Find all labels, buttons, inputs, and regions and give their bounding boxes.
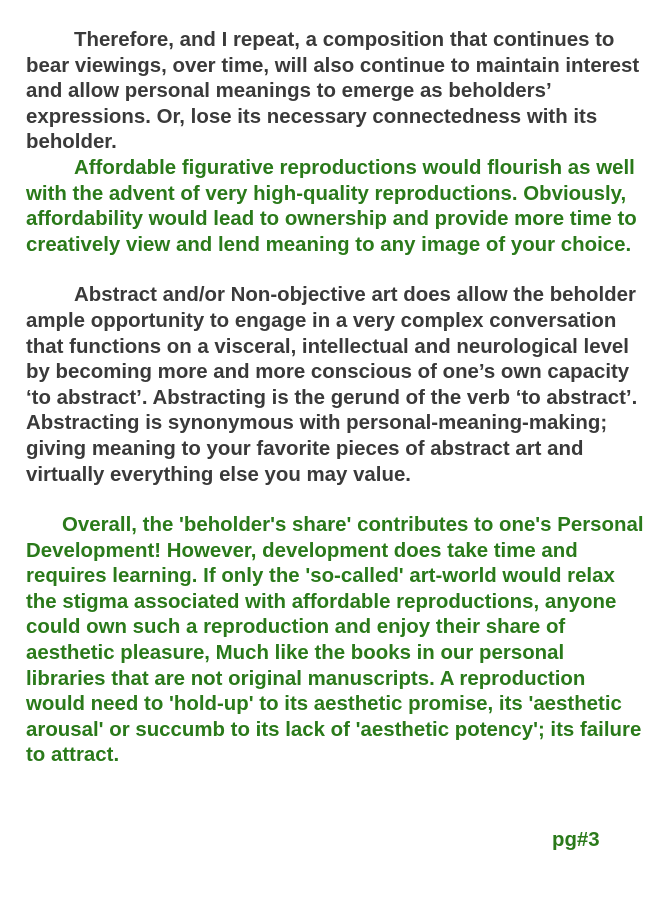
paragraph-spacer xyxy=(26,258,646,283)
document-body xyxy=(26,28,646,769)
paragraph-beholders-share: Overall, the 'beholder's share' contributes to one's Personal Development! However, development does take time and requires learning. If only the 'so-called' art-world would relax the stigma associated with affordable reproductions, anyone could own such a reproduction and enjoy their share of aesthetic pleasure, Much like the books in our personal libraries that are not original manuscripts. A reproduction would need to 'hold-up' to its aesthetic promise, its 'aesthetic arousal' or succumb to its lack of 'aesthetic potency'; its failure to attract. xyxy=(26,514,644,767)
paragraph-abstract-art: Abstract and/or Non-objective art does allow the beholder ample opportunity to engage in a very complex conversation that functions on a visceral, intellectual and neurological level by becoming more and more conscious of one’s own capacity ‘to abstract’. Abstracting is the gerund of the verb ‘to abstract’. Abstracting is synonymous with personal-meaning-making; giving meaning to your favorite pieces of abstract art and virtually everything else you may value. xyxy=(26,284,638,486)
paragraph-composition-viewings: Therefore, and I repeat, a composition that continues to bear viewings, over time, will also continue to maintain interest and allow personal meanings to emerge as beholders’ expressions. Or, lose its necessary connectedness with its beholder. xyxy=(26,29,640,154)
page-number: pg#3 xyxy=(552,829,600,851)
paragraph-affordable-reproductions: Affordable figurative reproductions would flourish as well with the advent of very high-quality reproductions. Obviously, affordability would lead to ownership and provide more time to creatively view and lend meaning to any image of your choice. xyxy=(26,156,637,256)
paragraph-spacer xyxy=(26,488,646,513)
